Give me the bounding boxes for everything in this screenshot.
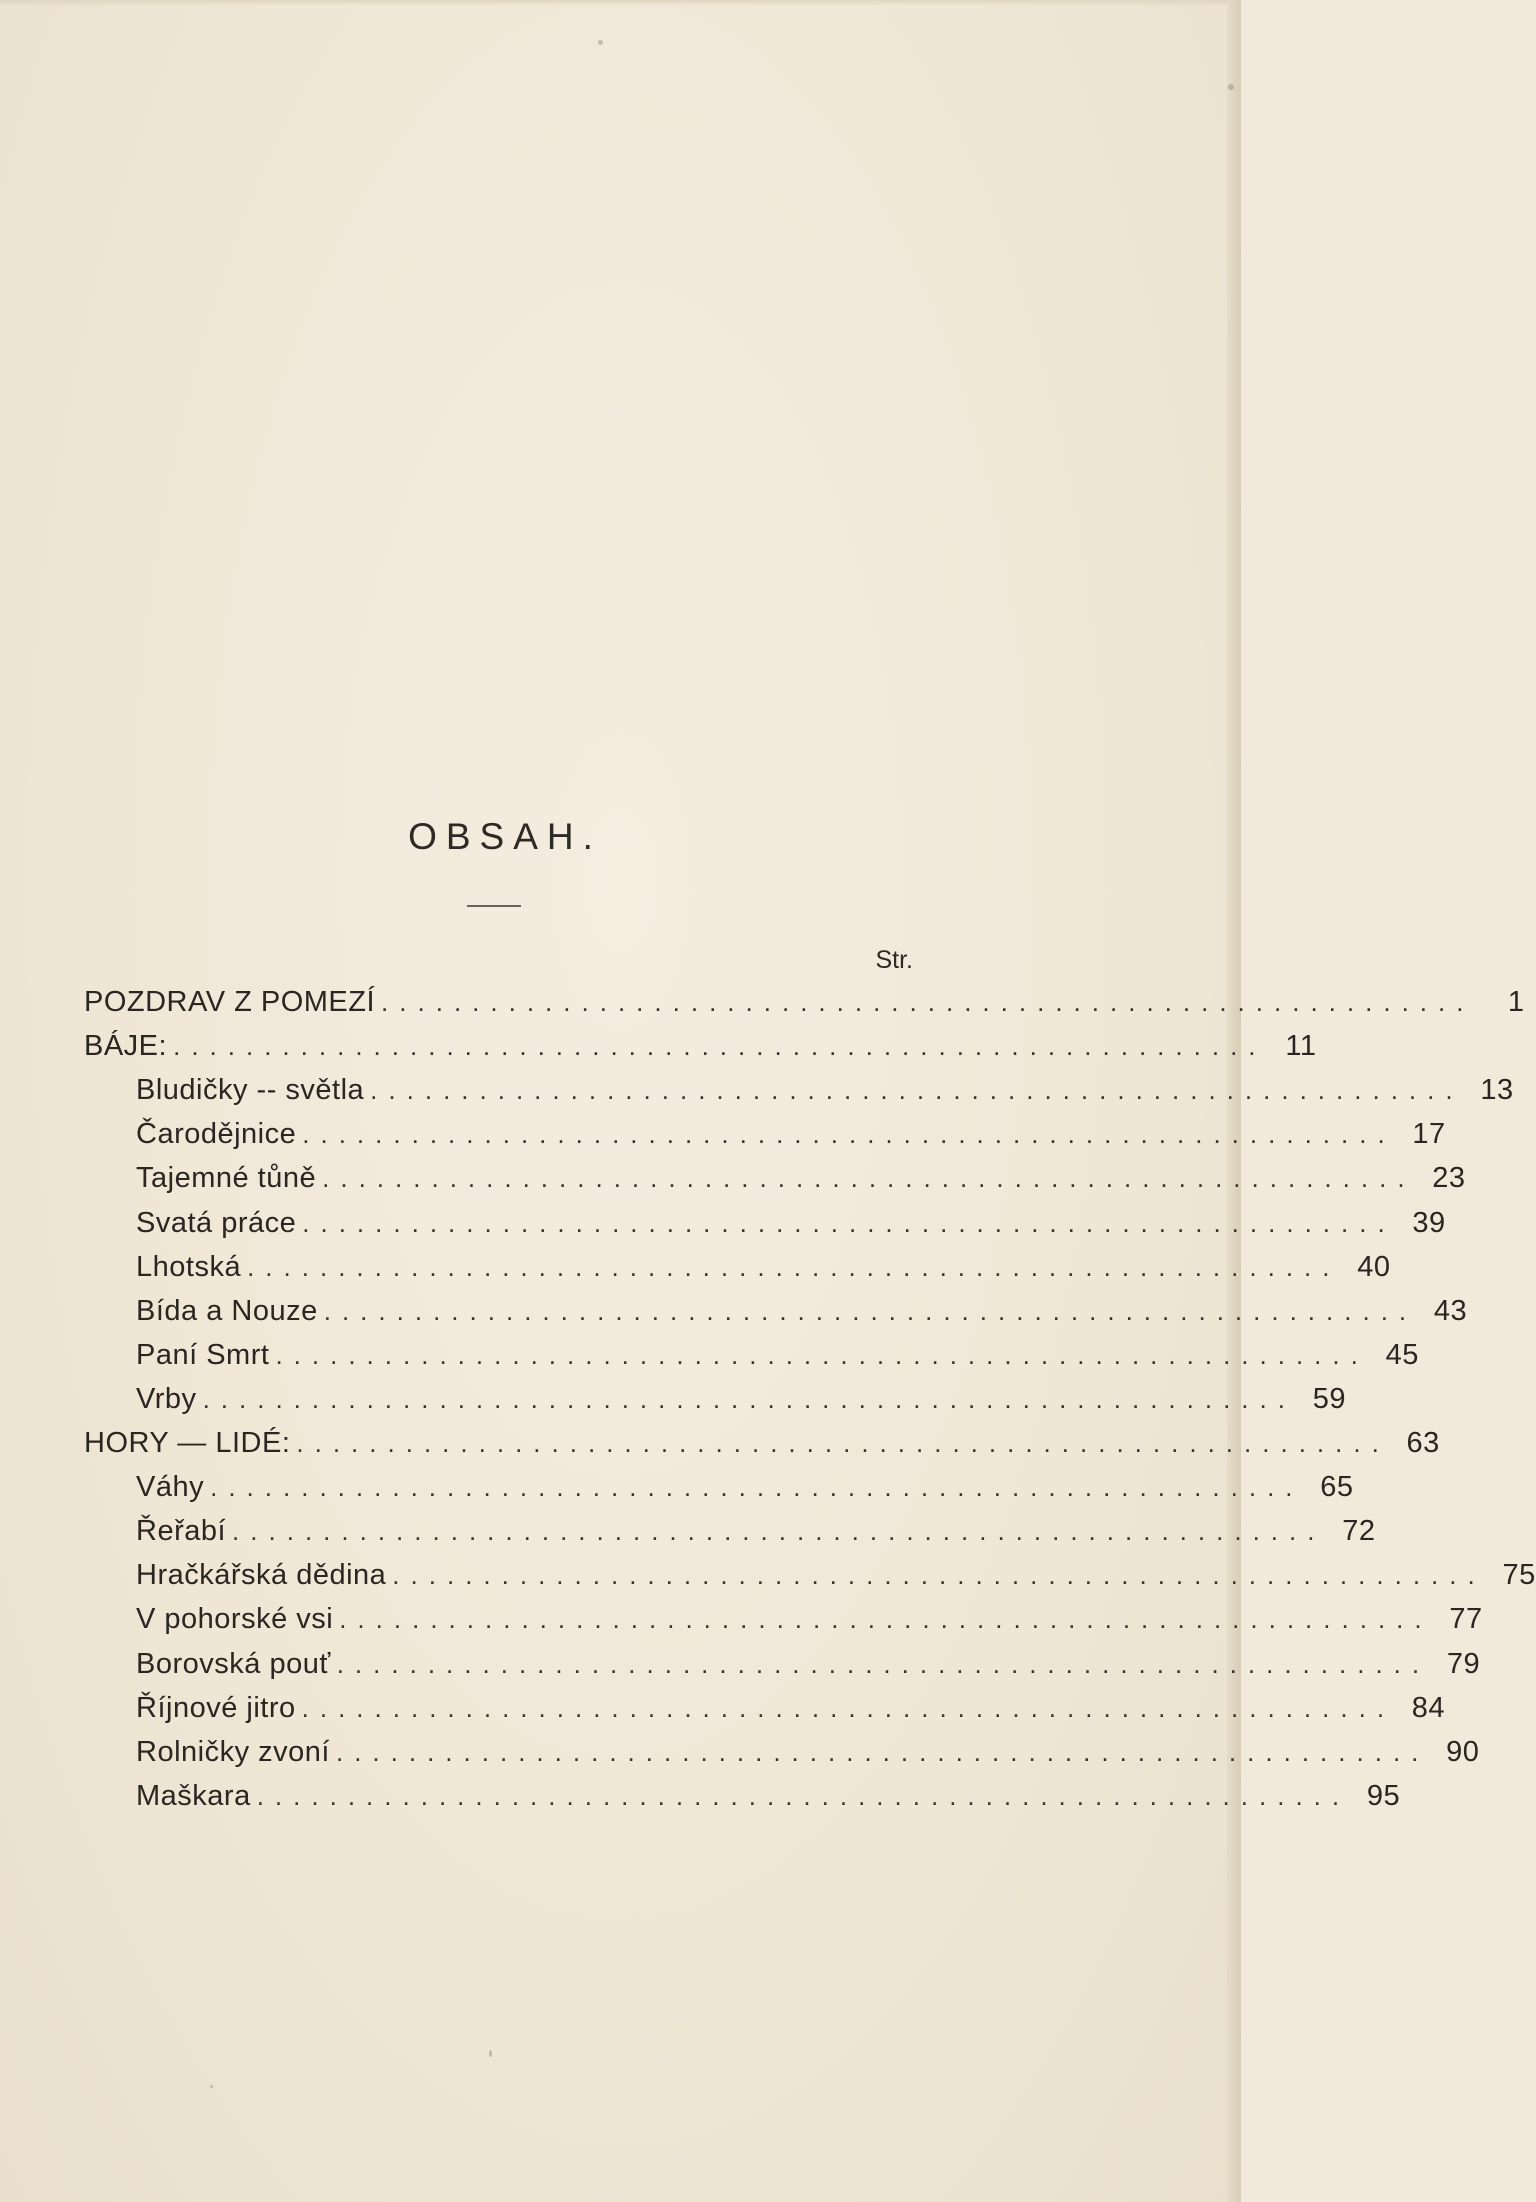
toc-section-entry — [84, 1421, 1440, 1465]
toc-entry-page-number: 40 — [1357, 1250, 1391, 1283]
toc-entry — [136, 1465, 1354, 1509]
toc-entry-title: Hračkářská dědina — [136, 1559, 387, 1592]
toc-entry-page-number: 17 — [1412, 1118, 1446, 1151]
dot-leader: ............................................................ — [210, 1472, 1304, 1503]
toc-entry-page-number: 72 — [1342, 1515, 1376, 1548]
toc-entry-title: Vrby — [136, 1382, 197, 1415]
toc-entry — [136, 1642, 1481, 1686]
paper-speck — [598, 40, 603, 45]
toc-entry-page-number: 90 — [1446, 1735, 1480, 1768]
toc-entry — [136, 1333, 1419, 1377]
toc-entry-page-number: 43 — [1433, 1294, 1468, 1327]
title-divider — [467, 905, 521, 907]
paper-speck — [210, 2085, 213, 2088]
page-title: OBSAH. — [408, 816, 602, 857]
toc-entry-title: Tajemné tůně — [136, 1162, 317, 1195]
toc-entry — [136, 1377, 1346, 1421]
dot-leader: ............................................................ — [335, 1736, 1430, 1767]
toc-entry-title: Maškara — [136, 1779, 251, 1812]
toc-entry-page-number: 95 — [1366, 1779, 1401, 1812]
toc-entry-title: Řeřabí — [136, 1515, 227, 1548]
toc-entry — [136, 1730, 1480, 1774]
dot-leader: ............................................................ — [275, 1339, 1369, 1370]
toc-entry — [136, 1289, 1468, 1333]
dot-leader: ............................................................ — [336, 1648, 1431, 1679]
toc-entry-title: Bída a Nouze — [136, 1294, 318, 1327]
page-column-header: Str. — [875, 946, 913, 974]
dot-leader: ............................................................ — [173, 1031, 1267, 1062]
dot-leader: ............................................................ — [247, 1251, 1341, 1282]
dot-leader: ............................................................ — [256, 1780, 1351, 1811]
toc-entry-page-number: 39 — [1412, 1206, 1446, 1239]
toc-entry-title: Váhy — [136, 1471, 205, 1504]
toc-section-entry — [84, 980, 1525, 1024]
toc-entry-title: BÁJE: — [84, 1030, 168, 1063]
toc-entry-title: Svatá práce — [136, 1206, 297, 1239]
toc-entry-title: V pohorské vsi — [136, 1603, 334, 1636]
toc-entry-title: Rolničky zvoní — [136, 1735, 330, 1768]
toc-entry — [136, 1686, 1446, 1730]
toc-entry — [136, 1112, 1446, 1156]
toc-section-entry — [84, 1024, 1317, 1068]
toc-entry-page-number: 23 — [1432, 1162, 1466, 1195]
toc-entry-page-number: 79 — [1446, 1647, 1481, 1680]
toc-entry — [136, 1509, 1376, 1553]
page-top-edge — [0, 0, 1241, 6]
toc-entry-title: POZDRAV Z POMEZÍ — [84, 986, 376, 1018]
toc-entry — [136, 1156, 1466, 1200]
dot-leader: ............................................................ — [323, 1295, 1418, 1326]
dot-leader: ............................................................ — [302, 1207, 1396, 1238]
toc-entry — [136, 1774, 1401, 1818]
paper-speck — [1228, 84, 1234, 90]
dot-leader: ............................................................ — [202, 1383, 1296, 1414]
toc-entry-page-number: 84 — [1411, 1691, 1446, 1724]
toc-entry — [136, 1597, 1483, 1641]
dot-leader: ............................................................ — [322, 1163, 1416, 1194]
dot-leader: ............................................................ — [232, 1516, 1326, 1547]
toc-entry-title: Bludičky -- světla — [136, 1074, 365, 1107]
toc-entry — [136, 1068, 1514, 1112]
dot-leader: ............................................................ — [301, 1692, 1396, 1723]
toc-entry-page-number: 45 — [1385, 1338, 1419, 1371]
toc-entry-page-number: 1 — [1507, 986, 1525, 1018]
toc-entry-page-number: 75 — [1502, 1559, 1536, 1592]
toc-entry-page-number: 59 — [1312, 1382, 1346, 1415]
paper-speck — [489, 2050, 492, 2057]
dot-leader: ............................................................ — [370, 1075, 1464, 1106]
dot-leader: ............................................................ — [302, 1119, 1396, 1150]
dot-leader: ............................................................ — [392, 1560, 1486, 1591]
toc-entry-title: Paní Smrt — [136, 1338, 270, 1371]
dot-leader: ............................................................ — [296, 1428, 1390, 1458]
toc-entry-page-number: 13 — [1480, 1074, 1514, 1107]
toc-entry-page-number: 63 — [1406, 1427, 1440, 1459]
toc-entry-page-number: 11 — [1285, 1030, 1317, 1063]
toc-entry-title: Borovská pouť — [136, 1647, 331, 1680]
toc-entry-title: Čarodějnice — [136, 1118, 297, 1151]
toc-entry-title: Lhotská — [136, 1250, 242, 1283]
dot-leader: ............................................................ — [339, 1604, 1433, 1635]
toc-entry-page-number: 65 — [1320, 1471, 1354, 1504]
toc-entry — [136, 1553, 1536, 1597]
toc-entry-page-number: 77 — [1449, 1603, 1483, 1636]
toc-entry-title: Říjnové jitro — [136, 1691, 296, 1724]
toc-entry-title: HORY — LIDÉ: — [84, 1427, 291, 1459]
toc-entry — [136, 1245, 1391, 1289]
toc-entry — [136, 1201, 1446, 1245]
dot-leader: ............................................................ — [381, 987, 1475, 1017]
